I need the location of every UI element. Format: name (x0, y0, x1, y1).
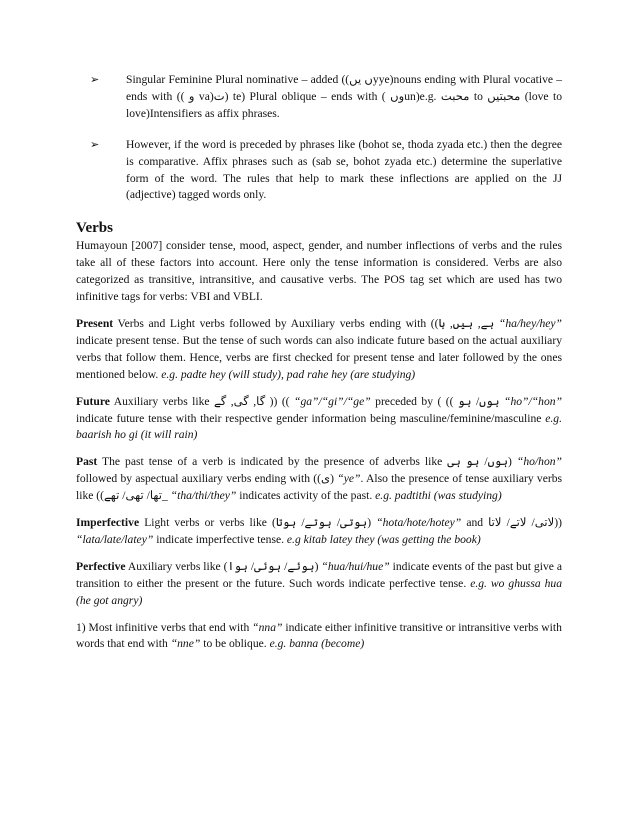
label-present: Present (76, 316, 114, 330)
paragraph-imperfective: Imperfective Light verbs or verbs like (ہوتی/ ہوتے/ ہوتا) “hota/hote/hotey” and لاتی/ لاتے/ لاتا)) “lata/late/latey” indicate imperfective tense. e.g kitab latey they (was getting the book) (76, 516, 562, 546)
paragraph-rule-1: 1) Most infinitive verbs that end with “nna” indicate either infinitive transitive or intransitive verbs with words that end with “nne” to be oblique. e.g. banna (become) (76, 620, 562, 651)
paragraph-future: Future Auxiliary verbs like گا, گی, گے )) (( “ga”/“gi”/“ge” preceded by ( (( ہوں/ ہو “ho”/“hon” indicate future tense with their respective gender information being masculine/feminine/masculine e.g. baarish ho gi (it will rain) (76, 394, 563, 442)
bullet-text: Singular Feminine Plural nominative – added ((ں یںyye)nouns ending with Plural vocative – ends with (( و va)ت) te) Plural oblique – ends with ( وںun)e.g. محبت to محبتیں (love to love)Intensifiers as affix phrases. (126, 73, 563, 120)
bullet-text: However, if the word is preceded by phrases like (bohot se, thoda zyada etc.) then the degree is comparative. Affix phrases such as (sab se, bohot zyada etc.) determine the superlative form of the word. The rules that help to mark these inflections are applied on the JJ (adjective) tagged words only. (126, 137, 562, 202)
document-page (76, 72, 562, 653)
bullet-comparative (90, 137, 562, 205)
arrow-bullet-icon: ➢ (90, 74, 100, 86)
paragraph-present: Present Verbs and Light verbs followed by Auxiliary verbs ending with ((ہے, ہیں, ہا “ha/hey/hey” indicate present tense. But the tense of such words can also indicate future based on the actual auxiliary verbs that follow them. Hence, verbs are first checked for present tense and later followed by the ones mentioned below. e.g. padte hey (will study), pad rahe hey (are studying) (76, 316, 562, 381)
paragraph-intro: Humayoun [2007] consider tense, mood, aspect, gender, and number inflections of verbs and the rules take all of these factors into account. Here only the tense information is considered. Verbs are also categorized as transitive, intransitive, and causative verbs. The POS tag set which are used has two infinitive tags for verbs: VBI and VBLI. (76, 239, 562, 304)
label-past: Past (76, 455, 98, 469)
paragraph-perfective: Perfective Auxiliary verbs like (ہوئے/ ہوئی/ ہوا) “hua/hui/hue” indicate events of the past but give a transition to either the present or the future. Such words indicate perfective tense. e.g. wo ghussa hua (he got angry) (76, 559, 562, 607)
label-imperfective: Imperfective (76, 516, 140, 530)
arrow-bullet-icon: ➢ (90, 138, 100, 151)
paragraph-past: Past The past tense of a verb is indicated by the presence of adverbs like ہوں/ ہو ہی) “ho/hon” followed by aspectual auxiliary verbs ending with ((ی) “ye”. Also the presence of tense auxiliary verbs like ((تھا/ تھی/ تھے_ “tha/thi/they” indicates activity of the past. e.g. padtithi (was studying) (76, 455, 563, 503)
label-perfective: Perfective (76, 559, 126, 573)
section-heading-verbs: Verbs (76, 220, 113, 237)
label-future: Future (76, 394, 110, 408)
bullet-feminine-plural (90, 72, 562, 123)
